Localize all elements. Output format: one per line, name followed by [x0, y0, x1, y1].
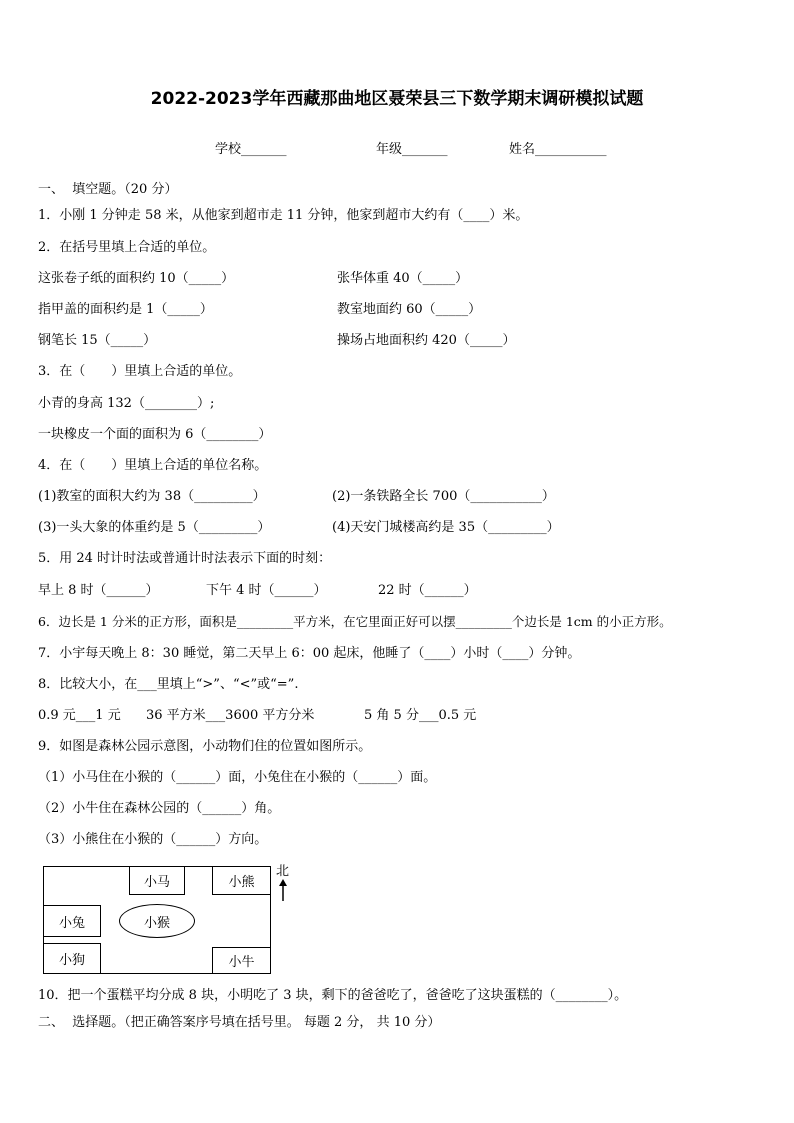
section-heading-choice: 二、 选择题。（把正确答案序号填在括号里。 每题 2 分， 共 10 分）	[38, 1015, 441, 1030]
question-8: 8．比较大小，在___里填上“>”、“<”或“=”.	[38, 677, 299, 692]
q2-item: 张华体重 40（_____）	[337, 271, 469, 286]
q2-item: 指甲盖的面积约是 1（_____）	[38, 302, 213, 317]
question-3: 3．在（ ）里填上合适的单位。	[38, 364, 242, 379]
q9-item: （3）小熊住在小猴的（______）方向。	[38, 832, 268, 847]
q9-item: （1）小马住在小猴的（______）面，小兔住在小猴的（______）面。	[38, 770, 437, 785]
room-rabbit: 小兔	[43, 905, 101, 937]
q2-item: 操场占地面积约 420（_____）	[337, 333, 516, 348]
q4-item: (3)一头大象的体重约是 5（_________）	[38, 520, 271, 535]
forest-park-map	[43, 866, 271, 974]
q5-item: 下午 4 时（______）	[206, 583, 327, 598]
question-6: 6．边长是 1 分米的正方形，面积是_________平方米，在它里面正好可以摆_________个边长是 1cm 的小正方形。	[38, 614, 672, 629]
grade-field: 年级_______	[376, 142, 448, 157]
question-7: 7．小宇每天晚上 8：30 睡觉，第二天早上 6：00 起床，他睡了（____）小时（____）分钟。	[38, 646, 581, 661]
school-field: 学校_______	[215, 142, 287, 157]
q5-item: 早上 8 时（______）	[38, 583, 159, 598]
question-1: 1．小刚 1 分钟走 58 米，从他家到超市走 11 分钟，他家到超市大约有（____）米。	[38, 208, 529, 223]
q2-item: 这张卷子纸的面积约 10（_____）	[38, 271, 235, 286]
q8-item: 5 角 5 分___0.5 元	[364, 708, 477, 723]
q2-item: 钢笔长 15（_____）	[38, 333, 157, 348]
room-monkey: 小猴	[119, 904, 195, 938]
name-field: 姓名___________	[509, 142, 607, 157]
north-arrow-icon	[276, 879, 290, 901]
room-bear: 小熊	[212, 866, 271, 895]
q2-item: 教室地面约 60（_____）	[337, 302, 482, 317]
q4-item: (1)教室的面积大约为 38（_________）	[38, 489, 266, 504]
room-ox: 小牛	[212, 947, 271, 974]
q9-item: （2）小牛住在森林公园的（______）角。	[38, 801, 281, 816]
question-9: 9．如图是森林公园示意图，小动物们住的位置如图所示。	[38, 739, 372, 754]
q4-item: (2)一条铁路全长 700（___________）	[332, 489, 555, 504]
question-4: 4．在（ ）里填上合适的单位名称。	[38, 458, 268, 473]
question-10: 10．把一个蛋糕平均分成 8 块，小明吃了 3 块，剩下的爸爸吃了，爸爸吃了这块蛋糕的（________）。	[38, 988, 628, 1003]
q3-item: 小青的身高 132（________）;	[38, 396, 215, 411]
question-5: 5．用 24 时计时法或普通计时法表示下面的时刻：	[38, 551, 332, 566]
q8-item: 36 平方米___3600 平方分米	[146, 708, 315, 723]
question-2: 2．在括号里填上合适的单位。	[38, 240, 216, 255]
q8-item: 0.9 元___1 元	[38, 708, 121, 723]
room-horse: 小马	[129, 866, 185, 895]
room-dog: 小狗	[43, 943, 101, 974]
north-label: 北	[276, 864, 290, 879]
page-title: 2022-2023学年西藏那曲地区聂荣县三下数学期末调研模拟试题	[150, 89, 644, 109]
q4-item: (4)天安门城楼高约是 35（_________）	[332, 520, 560, 535]
section-heading-fill: 一、 填空题。（20 分）	[38, 182, 178, 197]
q5-item: 22 时（______）	[378, 583, 477, 598]
q3-item: 一块橡皮一个面的面积为 6（________）	[38, 427, 272, 442]
north-indicator	[276, 860, 290, 901]
